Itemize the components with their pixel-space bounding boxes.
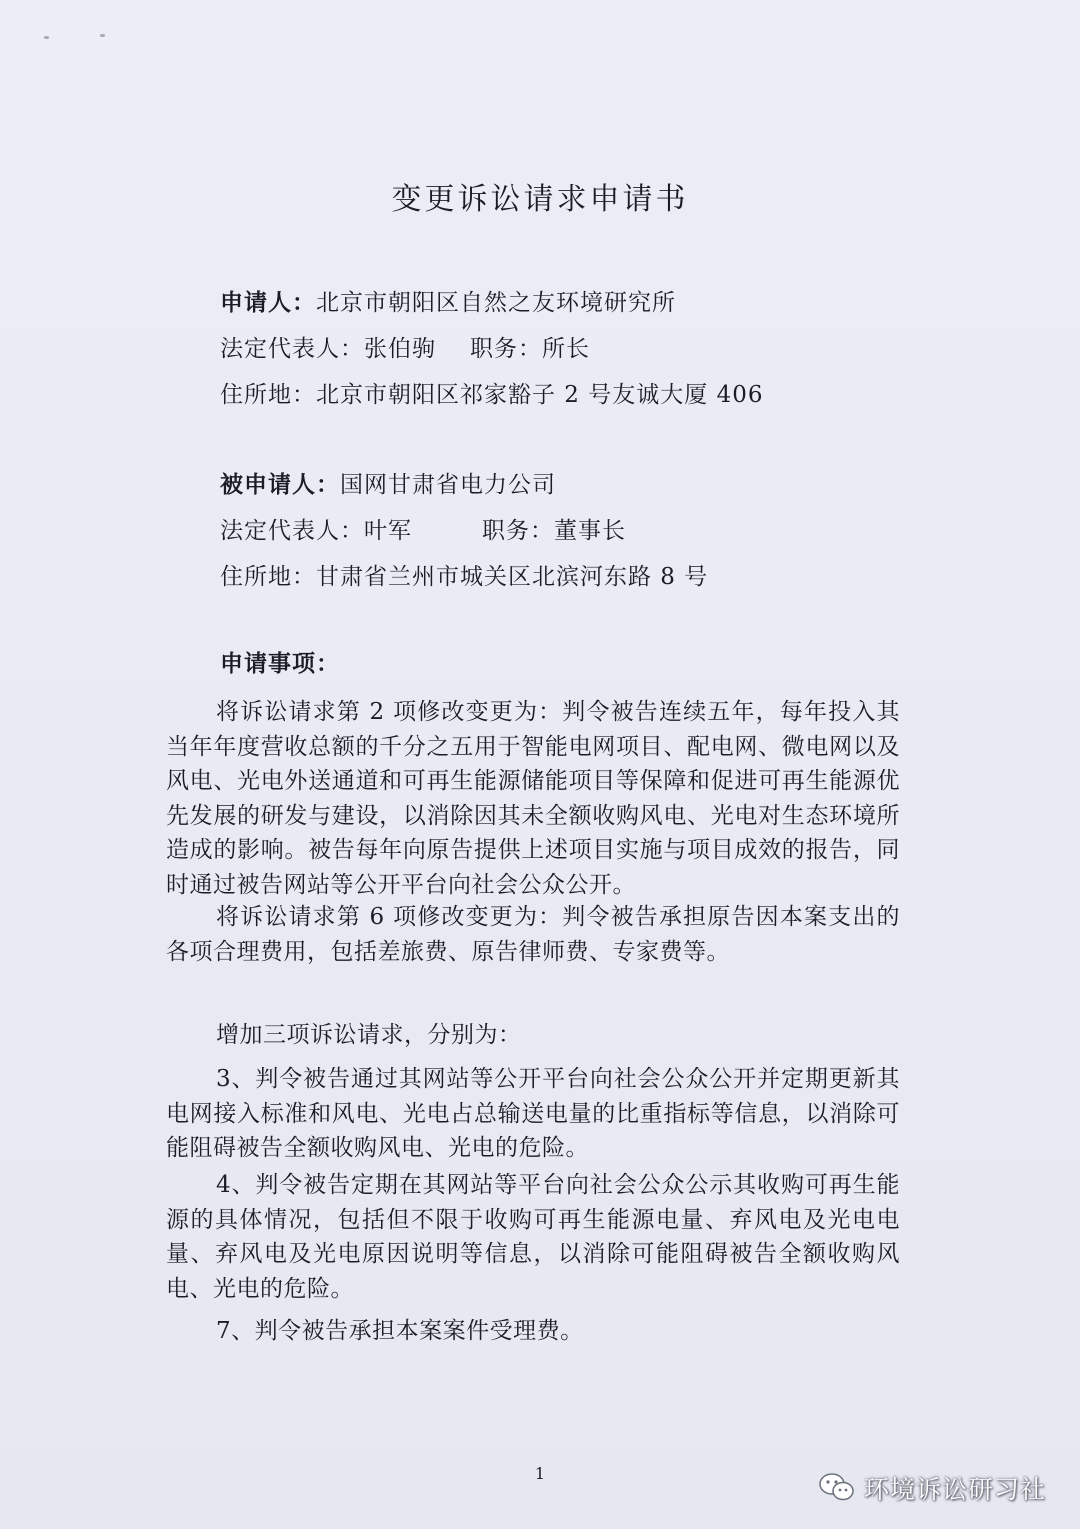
paragraph-amend-claim-6: 将诉讼请求第 6 项修改变更为：判令被告承担原告因本案支出的各项合理费用，包括差旅费、原告律师费、专家费等。 (166, 904, 900, 965)
applicant-label: 申请人： (220, 289, 316, 316)
document-title: 变更诉讼请求申请书 (391, 182, 689, 217)
respondent-name: 国网甘肃省电力公司 (340, 472, 556, 498)
applicant-address-line (220, 372, 763, 418)
applicant-line (220, 280, 763, 326)
applicant-position: 所长 (542, 336, 590, 362)
paragraph-claim-3: 3、判令被告通过其网站等公开平台向社会公众公开并定期更新其电网接入标准和风电、光电占总输送电量的比重指标等信息，以消除可能阻碍被告全额收购风电、光电的危险。 (166, 1066, 900, 1161)
staple-mark (44, 36, 49, 39)
watermark (818, 1468, 1046, 1508)
respondent-rep-line (220, 508, 708, 554)
page-number: 1 (534, 1464, 546, 1483)
respondent-line (220, 462, 708, 508)
position-label: 职务： (482, 518, 554, 544)
respondent-section (220, 462, 708, 600)
watermark-text: 环境诉讼研习社 (864, 1475, 1047, 1504)
matters-heading: 申请事项： (220, 650, 340, 677)
staple-mark (100, 34, 105, 37)
address-label: 住所地： (220, 564, 316, 590)
position-label: 职务： (470, 336, 542, 362)
respondent-position: 董事长 (554, 518, 626, 544)
rep-label: 法定代表人： (220, 336, 364, 362)
paragraph-amend-claim-2: 将诉讼请求第 2 项修改变更为：判令被告连续五年，每年投入其当年年度营收总额的千分之五用于智能电网项目、配电网、微电网以及风电、光电外送通道和可再生能源储能项目等保障和促进可再生能源优先发展的研发与建设，以消除因其未全额收购风电、光电对生态环境所造成的影响。被告每年向原告提供上述项目实施与项目成效的报告，同时通过被告网站等公开平台向社会公众公开。 (166, 699, 900, 898)
applicant-name: 北京市朝阳区自然之友环境研究所 (316, 290, 676, 316)
respondent-rep: 叶军 (364, 518, 412, 544)
respondent-address-line (220, 554, 708, 600)
rep-label: 法定代表人： (220, 518, 364, 544)
respondent-label: 被申请人： (220, 471, 340, 498)
respondent-address: 甘肃省兰州市城关区北滨河东路 8 号 (316, 564, 709, 590)
wechat-icon (818, 1472, 856, 1504)
paragraph-claim-7: 7、判令被告承担本案案件受理费。 (216, 1318, 584, 1344)
paragraph-claim-4: 4、判令被告定期在其网站等平台向社会公众公示其收购可再生能源的具体情况，包括但不限于收购可再生能源电量、弃风电及光电电量、弃风电及光电原因说明等信息，以消除可能阻碍被告全额收购风电、光电的危险。 (166, 1172, 900, 1302)
applicant-rep: 张伯驹 (364, 336, 436, 362)
applicant-address: 北京市朝阳区祁家豁子 2 号友诚大厦 406 (316, 382, 764, 408)
applicant-section (220, 280, 763, 418)
address-label: 住所地： (220, 382, 316, 408)
paragraph-add-claims-intro: 增加三项诉讼请求，分别为： (216, 1022, 522, 1048)
applicant-rep-line (220, 326, 763, 372)
